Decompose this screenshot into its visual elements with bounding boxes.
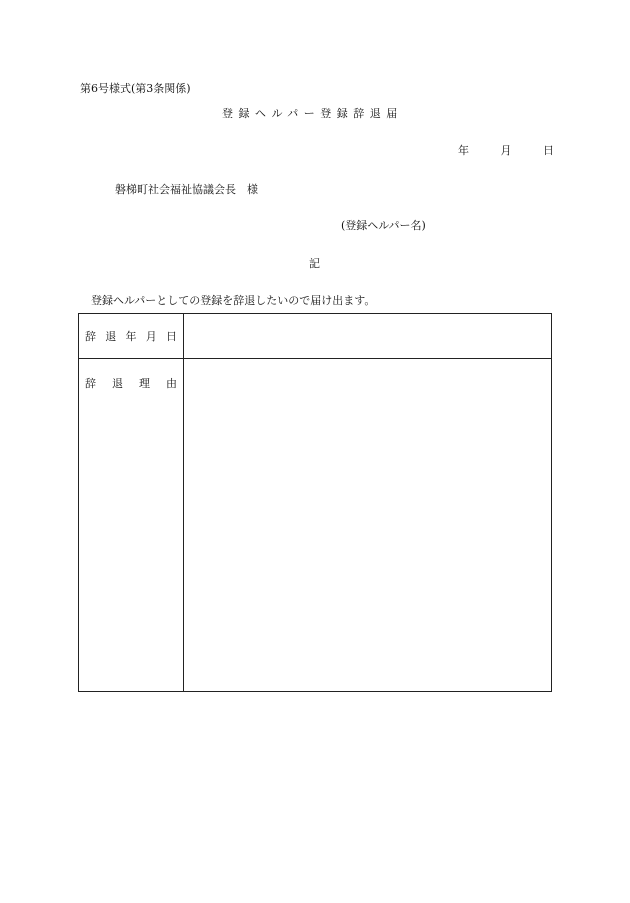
withdrawal-reason-label-cell <box>79 359 184 692</box>
year-label: 年 <box>458 144 469 157</box>
withdrawal-reason-field[interactable] <box>184 359 552 692</box>
ki-heading: 記 <box>309 257 320 270</box>
table-row <box>79 359 552 692</box>
statement-text: 登録ヘルパーとしての登録を辞退したいので届け出ます。 <box>91 294 376 307</box>
document-title: 登録ヘルパー登録辞退届 <box>222 107 403 120</box>
date-line <box>458 142 554 158</box>
withdrawal-reason-label: 辞 退 理 由 <box>85 377 177 390</box>
day-label: 日 <box>543 144 554 157</box>
withdrawal-date-field[interactable] <box>184 314 552 359</box>
form-number: 第6号様式(第3条関係) <box>80 82 191 95</box>
applicant-name-label: (登録ヘルパー名) <box>341 219 426 232</box>
month-label: 月 <box>500 144 512 157</box>
withdrawal-date-label-cell <box>79 314 184 359</box>
recipient-line: 磐梯町社会福祉協議会長 様 <box>115 183 258 196</box>
table-row <box>79 314 552 359</box>
withdrawal-date-label: 辞 退 年 月 日 <box>85 330 177 343</box>
form-table <box>78 313 552 692</box>
